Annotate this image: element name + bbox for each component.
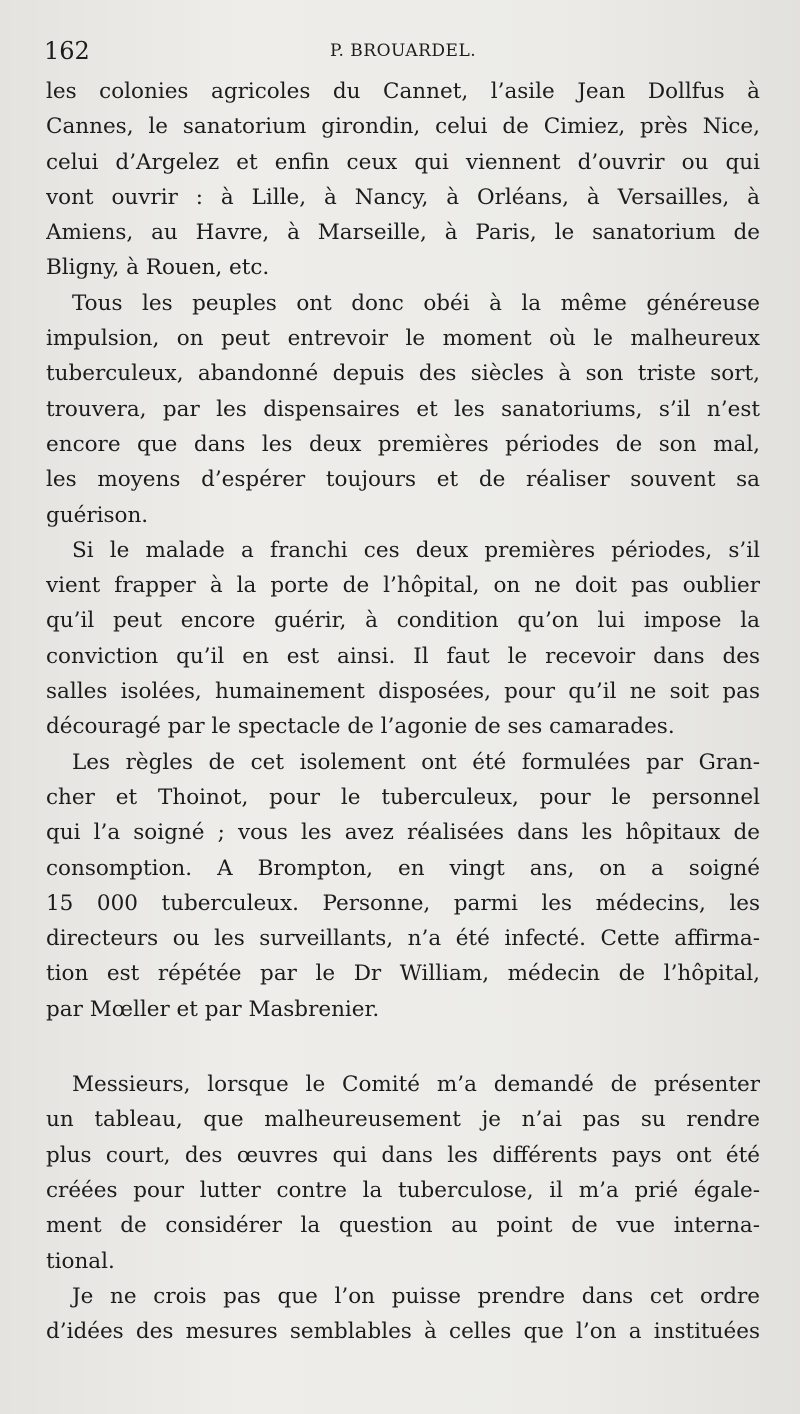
text-line: salles isolées, humainement disposées, pour qu’il ne soit pas [46, 679, 760, 705]
text-line: Cannes, le sanatorium girondin, celui de Cimiez, près Nice, [46, 114, 760, 140]
text-line: tuberculeux, abandonné depuis des siècles à son triste sort, [46, 361, 760, 387]
paragraph [46, 533, 760, 745]
text-line: plus court, des œuvres qui dans les différents pays ont été [46, 1142, 760, 1168]
text-line: trouvera, par les dispensaires et les sanatoriums, s’il n’est [46, 396, 760, 422]
section-gap [46, 1027, 760, 1067]
text-line: vient frapper à la porte de l’hôpital, on ne doit pas oublier [46, 573, 760, 599]
page-number: 162 [44, 37, 90, 65]
paragraph [46, 74, 760, 286]
text-line: ment de considérer la question au point de vue interna- [46, 1213, 760, 1239]
text-line: guérison. [46, 502, 149, 528]
text-line: conviction qu’il en est ainsi. Il faut le recevoir dans des [46, 643, 760, 669]
text-line: Bligny, à Rouen, etc. [46, 255, 270, 281]
text-line: créées pour lutter contre la tuberculose, il m’a prié égale- [46, 1177, 760, 1203]
text-line: celui d’Argelez et enfin ceux qui viennent d’ouvrir ou qui [46, 149, 760, 175]
running-head [44, 34, 764, 68]
text-line: découragé par le spectacle de l’agonie de ses camarades. [46, 714, 675, 740]
text-line: consomption. A Brompton, en vingt ans, on a soigné [46, 855, 760, 881]
text-line: Si le malade a franchi ces deux premières périodes, s’il [72, 537, 760, 563]
body-text [46, 74, 760, 1349]
text-line: Tous les peuples ont donc obéi à la même généreuse [72, 290, 760, 316]
paragraph [46, 1279, 760, 1350]
text-line: qu’il peut encore guérir, à condition qu’on lui impose la [46, 608, 760, 634]
paragraph [46, 1067, 760, 1279]
text-line: Messieurs, lorsque le Comité m’a demandé de présenter [72, 1072, 760, 1098]
text-line: les colonies agricoles du Cannet, l’asile Jean Dollfus à [46, 79, 760, 104]
text-line: vont ouvrir : à Lille, à Nancy, à Orléans, à Versailles, à [46, 184, 760, 210]
text-line: cher et Thoinot, pour le tuberculeux, pour le personnel [46, 784, 760, 810]
text-line: par Mœller et par Masbrenier. [46, 996, 380, 1022]
running-head-author: P. BROUARDEL. [330, 41, 477, 61]
text-line: tional. [46, 1248, 115, 1274]
text-line: un tableau, que malheureusement je n’ai pas su rendre [46, 1107, 760, 1133]
text-line: impulsion, on peut entrevoir le moment où le malheureux [46, 326, 760, 352]
text-line: directeurs ou les surveillants, n’a été infecté. Cette affirma- [46, 926, 760, 952]
text-line: les moyens d’espérer toujours et de réaliser souvent sa [46, 467, 760, 493]
text-line: qui l’a soigné ; vous les avez réalisées dans les hôpitaux de [46, 820, 760, 846]
text-line: Amiens, au Havre, à Marseille, à Paris, le sanatorium de [46, 220, 760, 246]
text-line: encore que dans les deux premières périodes de son mal, [46, 431, 760, 457]
text-line: 15 000 tuberculeux. Personne, parmi les médecins, les [46, 890, 760, 916]
text-line: tion est répétée par le Dr William, médecin de l’hôpital, [46, 961, 760, 987]
text-line: Les règles de cet isolement ont été formulées par Gran- [72, 749, 760, 775]
paragraph [46, 745, 760, 1027]
paragraph [46, 286, 760, 533]
text-line: Je ne crois pas que l’on puisse prendre dans cet ordre [72, 1283, 760, 1309]
text-line: d’idées des mesures semblables à celles que l’on a instituées [46, 1319, 760, 1345]
